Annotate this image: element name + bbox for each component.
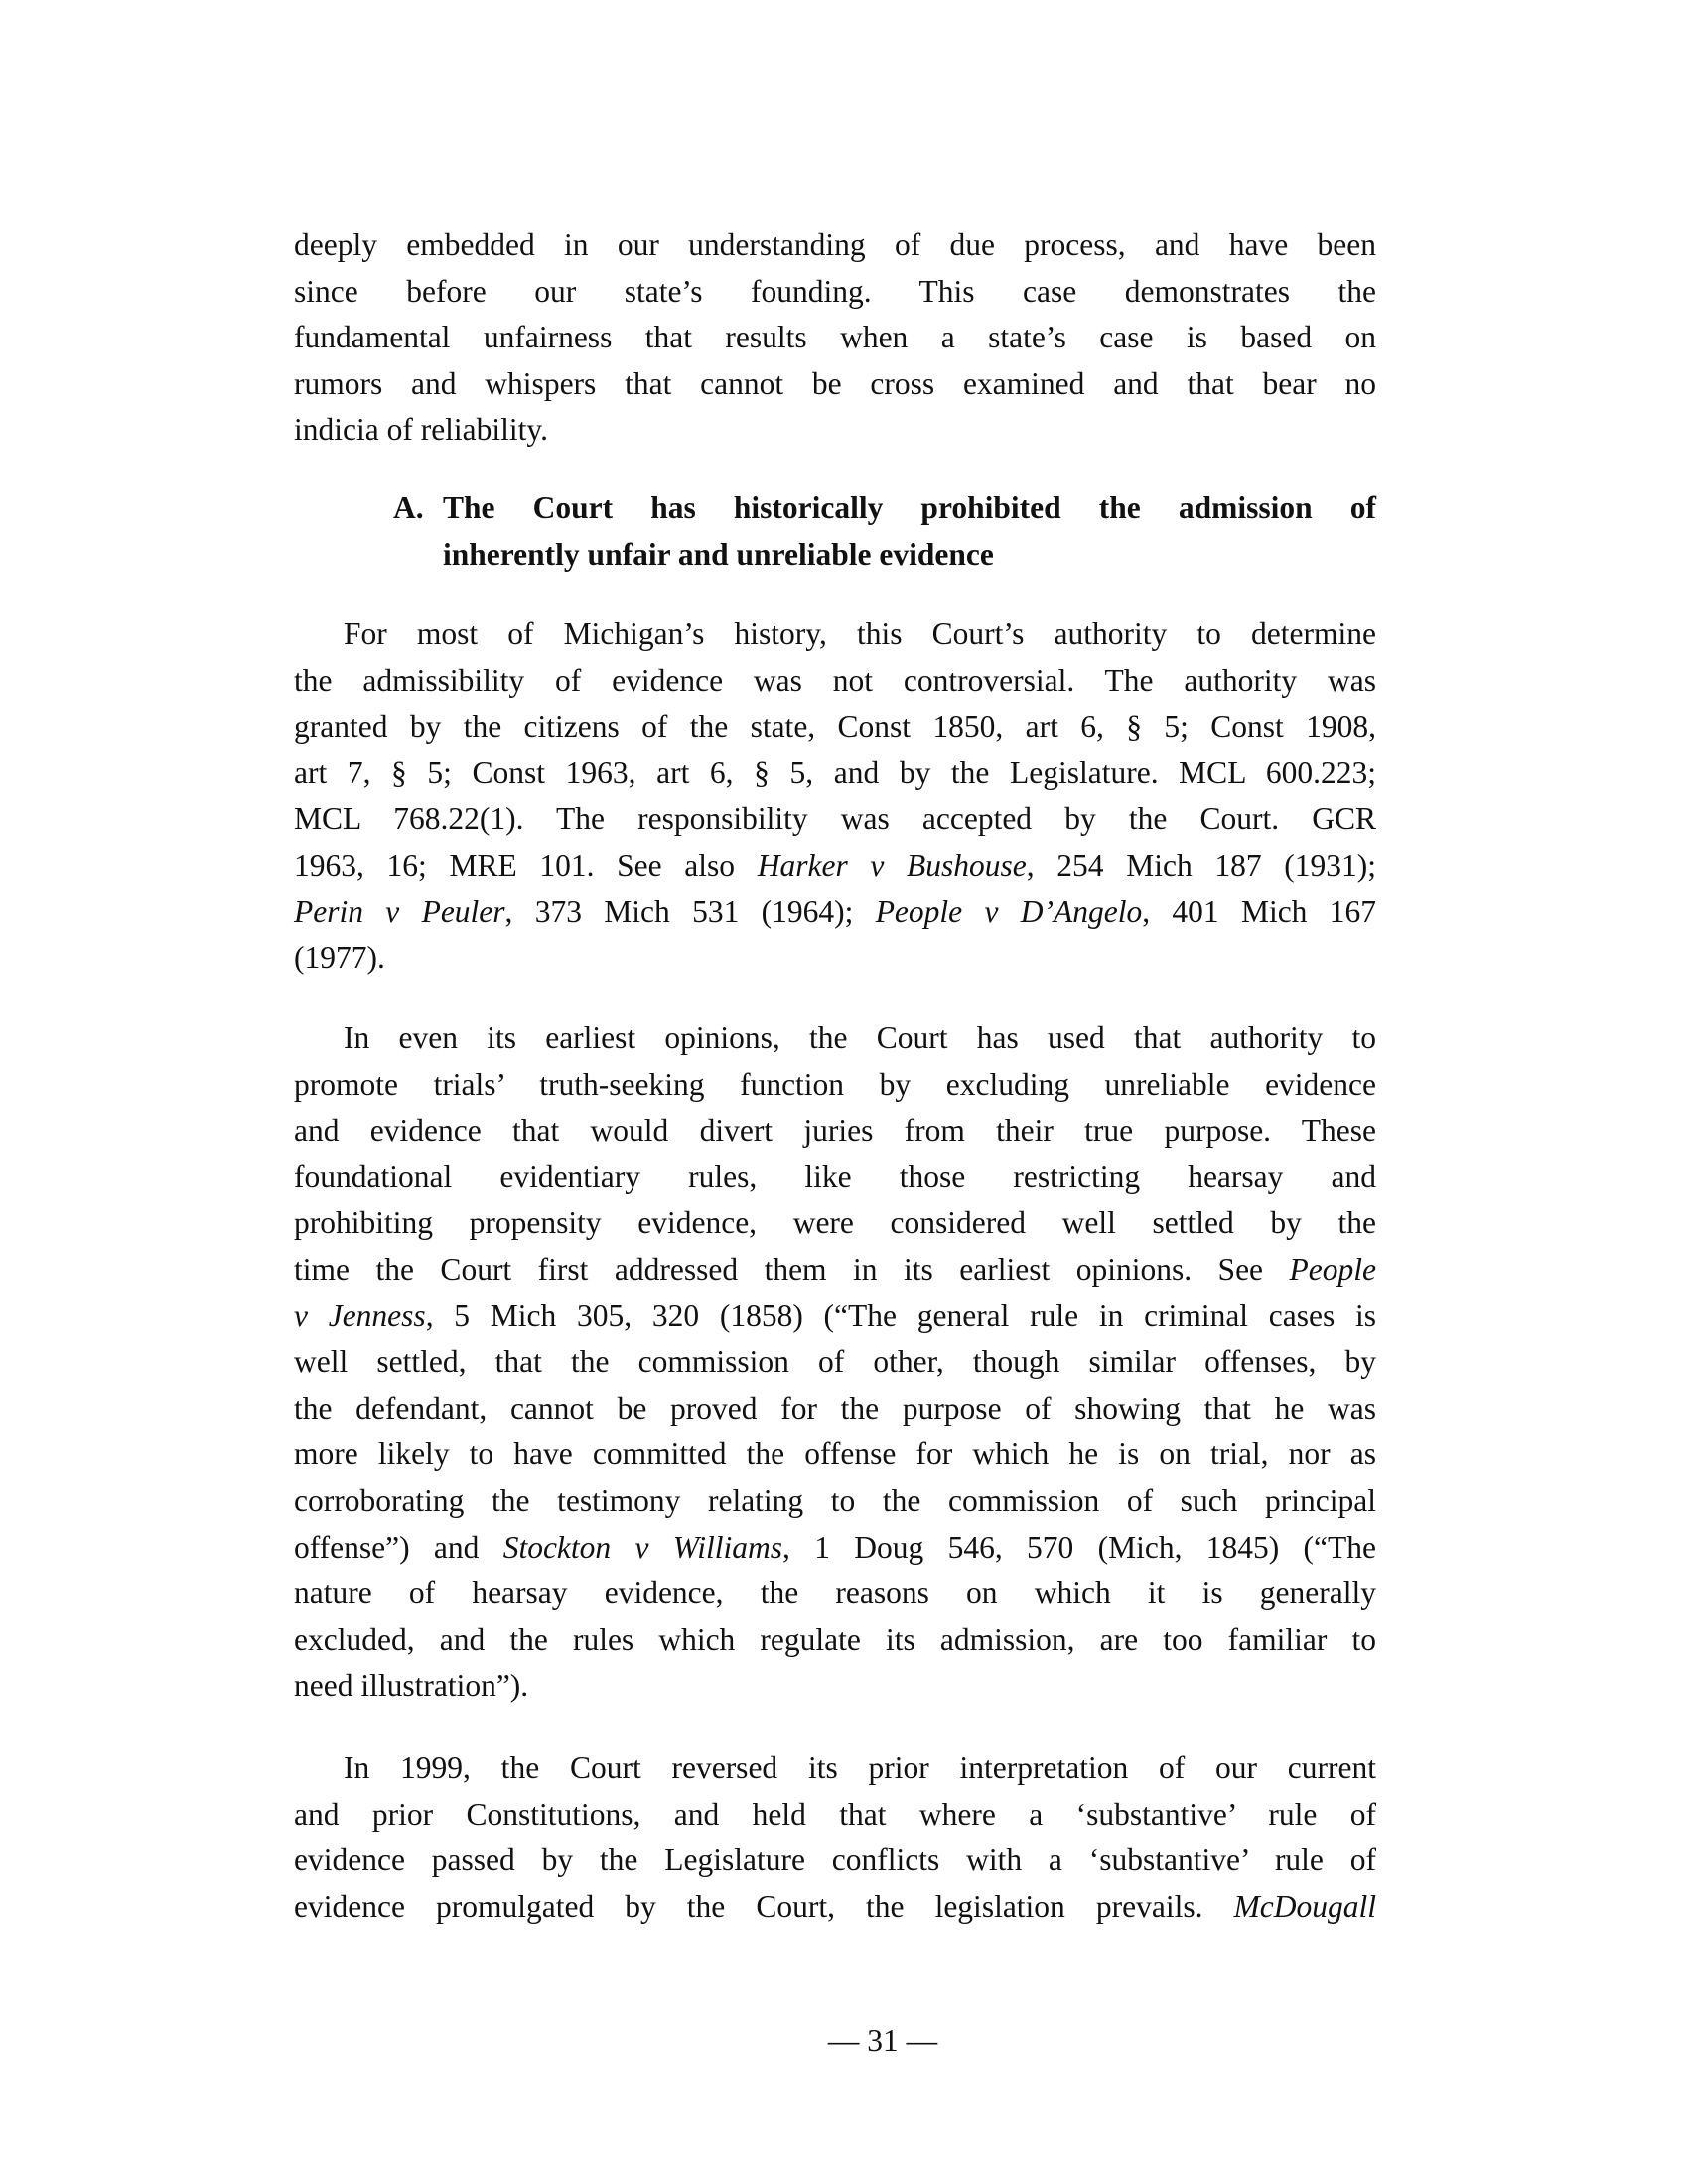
heading-line: inherently unfair and unreliable evidence — [443, 536, 994, 572]
text-segment: time the Court first addressed them in its earliest opinions. See — [294, 1251, 1290, 1287]
case-citation: People v D’Angelo — [875, 893, 1143, 929]
text-line — [294, 1432, 1376, 1478]
text-line — [294, 889, 1376, 936]
section-heading-a — [393, 485, 1376, 578]
text-segment: evidence promulgated by the Court, the legislation prevails. — [294, 1888, 1234, 1924]
case-citation: Stockton v Williams — [502, 1529, 783, 1565]
text-line — [294, 1247, 1376, 1294]
text-segment: more likely to have committed the offense for which he is on trial, nor as — [294, 1436, 1376, 1472]
text-line — [294, 407, 1376, 454]
text-segment: (1977). — [294, 940, 385, 976]
text-line — [294, 1745, 1376, 1792]
text-line — [294, 361, 1376, 408]
text-segment: , 373 Mich 531 (1964); — [504, 893, 876, 929]
heading-label: A. — [393, 490, 424, 525]
text-segment: deeply embedded in our understanding of due process, and have been — [294, 227, 1376, 262]
text-line — [294, 1062, 1376, 1109]
text-segment: rumors and whispers that cannot be cross examined and that bear no — [294, 365, 1376, 401]
text-segment: , 401 Mich 167 — [1142, 893, 1376, 929]
text-segment: art 7, § 5; Const 1963, art 6, § 5, and by the Legislature. MCL 600.223; — [294, 754, 1376, 790]
text-line — [294, 1525, 1376, 1571]
text-segment: granted by the citizens of the state, Const 1850, art 6, § 5; Const 1908, — [294, 709, 1376, 745]
paragraph-1999-reversal — [294, 1745, 1376, 1930]
text-line — [294, 1884, 1376, 1931]
case-citation: Perin v Peuler — [294, 893, 505, 929]
text-segment: the admissibility of evidence was not controversial. The authority was — [294, 662, 1376, 698]
text-line — [294, 1570, 1376, 1617]
text-segment: need illustration”). — [294, 1668, 529, 1704]
text-segment: since before our state’s founding. This case demonstrates the — [294, 273, 1376, 309]
page-number: — 31 — — [827, 2023, 938, 2058]
text-line — [294, 796, 1376, 843]
text-segment: nature of hearsay evidence, the reasons on which it is generally — [294, 1575, 1376, 1611]
paragraph-authority — [294, 612, 1376, 982]
text-segment: excluded, and the rules which regulate its admission, are too familiar to — [294, 1621, 1376, 1657]
text-segment: In 1999, the Court reversed its prior interpretation of our current — [344, 1750, 1376, 1785]
text-segment: fundamental unfairness that results when a state’s case is based on — [294, 320, 1376, 355]
text-segment: MCL 768.22(1). The responsibility was accepted by the Court. GCR — [294, 801, 1376, 837]
text-line — [294, 1478, 1376, 1525]
text-line — [294, 612, 1376, 658]
text-line — [294, 1200, 1376, 1247]
text-segment: foundational evidentiary rules, like those restricting hearsay and — [294, 1159, 1376, 1194]
text-segment: prohibiting propensity evidence, were considered well settled by the — [294, 1205, 1376, 1241]
text-line — [294, 935, 1376, 982]
text-line — [294, 1294, 1376, 1340]
case-citation: People — [1289, 1251, 1376, 1287]
paragraph-intro — [294, 222, 1376, 454]
text-line — [294, 1016, 1376, 1062]
text-segment: and prior Constitutions, and held that where a ‘substantive’ rule of — [294, 1796, 1376, 1832]
case-citation: Harker v Bushouse — [757, 847, 1027, 883]
text-segment: indicia of reliability. — [294, 412, 548, 448]
text-line — [294, 315, 1376, 361]
text-segment: well settled, that the commission of other, though similar offenses, by — [294, 1344, 1376, 1380]
text-segment: offense”) and — [294, 1529, 503, 1565]
heading-line: The Court has historically prohibited the admission of — [443, 490, 1376, 525]
text-line — [294, 1663, 1376, 1709]
text-segment: and evidence that would divert juries from their true purpose. These — [294, 1113, 1376, 1149]
text-segment: 1963, 16; MRE 101. See also — [294, 847, 758, 883]
text-segment: corroborating the testimony relating to the commission of such principal — [294, 1482, 1376, 1518]
text-line — [294, 843, 1376, 889]
text-segment: promote trials’ truth-seeking function by excluding unreliable evidence — [294, 1066, 1376, 1102]
text-line — [294, 704, 1376, 751]
text-segment: the defendant, cannot be proved for the purpose of showing that he was — [294, 1390, 1376, 1426]
text-line — [294, 1339, 1376, 1386]
text-line — [294, 751, 1376, 797]
text-line — [294, 1617, 1376, 1664]
text-line — [294, 1386, 1376, 1433]
text-segment: evidence passed by the Legislature conflicts with a ‘substantive’ rule of — [294, 1843, 1376, 1878]
text-line — [294, 1838, 1376, 1884]
text-segment: For most of Michigan’s history, this Court’s authority to determine — [344, 616, 1376, 651]
paragraph-earliest-opinions — [294, 1016, 1376, 1709]
text-line — [294, 658, 1376, 705]
case-citation: v Jenness — [294, 1297, 426, 1333]
case-citation: McDougall — [1233, 1888, 1376, 1924]
text-line — [294, 1108, 1376, 1155]
text-segment: , 1 Doug 546, 570 (Mich, 1845) (“The — [782, 1529, 1376, 1565]
text-segment: In even its earliest opinions, the Court has used that authority to — [344, 1021, 1376, 1055]
text-line — [294, 1792, 1376, 1839]
text-segment: , 5 Mich 305, 320 (1858) (“The general rule in criminal cases is — [425, 1297, 1376, 1333]
text-segment: , 254 Mich 187 (1931); — [1026, 847, 1376, 883]
text-line — [294, 222, 1376, 269]
text-line — [294, 1155, 1376, 1201]
text-line — [294, 269, 1376, 316]
